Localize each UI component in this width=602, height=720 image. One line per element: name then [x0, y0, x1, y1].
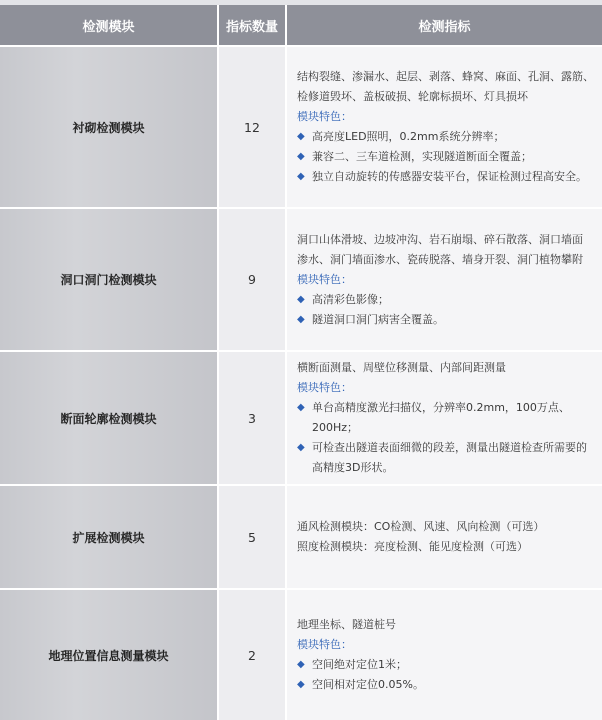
diamond-bullet-icon: ◆	[297, 131, 305, 142]
table-row	[0, 351, 602, 485]
table-header-row	[0, 5, 602, 46]
feature-text: 兼容二、三车道检测，实现隧道断面全覆盖；	[312, 150, 532, 163]
feature-text: 单台高精度激光扫描仪，分辨率0.2mm，100万点、	[312, 401, 570, 414]
feature-text: 隧道洞口洞门病害全覆盖。	[312, 312, 444, 326]
module-name: 扩展检测模块	[0, 485, 218, 589]
module-name: 地理位置信息测量模块	[0, 589, 218, 720]
indicator-line: 通风检测模块：CO检测、风速、风向检测（可选）	[297, 520, 545, 533]
indicator-details	[286, 351, 602, 485]
feature-text: 高亮度LED照明，0.2mm系统分辨率；	[312, 130, 505, 143]
feature-bullet	[297, 147, 594, 167]
indicator-line: 检修道毁坏、盖板破损、轮廓标损坏、灯具损坏	[297, 90, 528, 103]
feature-bullet	[297, 310, 594, 330]
module-name: 洞口洞门检测模块	[0, 208, 218, 351]
feature-bullet	[297, 127, 594, 147]
feature-text: 空间绝对定位1米；	[312, 658, 407, 671]
feature-bullet	[297, 167, 594, 187]
indicator-details	[286, 485, 602, 589]
module-name: 断面轮廓检测模块	[0, 351, 218, 485]
indicator-count: 5	[218, 485, 286, 589]
indicator-line: 横断面测量、周壁位移测量、内部间距测量	[297, 361, 506, 374]
indicator-line: 照度检测模块：亮度检测、能见度检测（可选）	[297, 540, 528, 553]
feature-bullet	[297, 290, 594, 310]
indicator-count: 3	[218, 351, 286, 485]
indicator-line: 地理坐标、隧道桩号	[297, 618, 396, 631]
indicator-details	[286, 589, 602, 720]
diamond-bullet-icon: ◆	[297, 151, 305, 162]
feature-bullet	[297, 438, 594, 478]
indicator-details	[286, 46, 602, 208]
indicator-line: 洞口山体滑坡、边坡冲沟、岩石崩塌、碎石散落、洞口墙面	[297, 232, 583, 246]
feature-bullet	[297, 398, 594, 438]
feature-title: 模块特色：	[297, 110, 352, 123]
indicator-details	[286, 208, 602, 351]
feature-bullet	[297, 675, 594, 695]
diamond-bullet-icon: ◆	[297, 171, 305, 182]
diamond-bullet-icon: ◆	[297, 659, 305, 670]
indicator-line: 渗水、洞门墙面渗水、瓷砖脱落、墙身开裂、洞门植物攀附	[297, 252, 583, 266]
diamond-bullet-icon: ◆	[297, 679, 305, 690]
feature-text: 可检查出隧道表面细微的段差，测量出隧道检查所需要的	[312, 441, 587, 454]
indicator-count: 12	[218, 46, 286, 208]
feature-text-continued: 200Hz；	[312, 421, 359, 434]
feature-text: 独立自动旋转的传感器安装平台，保证检测过程高安全。	[312, 170, 587, 183]
indicator-table	[0, 5, 602, 720]
feature-text-continued: 高精度3D形状。	[312, 461, 394, 474]
table-row	[0, 46, 602, 208]
feature-title: 模块特色：	[297, 272, 352, 286]
table-row	[0, 485, 602, 589]
diamond-bullet-icon: ◆	[297, 313, 305, 325]
table-row	[0, 208, 602, 351]
diamond-bullet-icon: ◆	[297, 442, 305, 453]
feature-bullet	[297, 655, 594, 675]
feature-title: 模块特色：	[297, 638, 352, 651]
diamond-bullet-icon: ◆	[297, 402, 305, 413]
feature-title: 模块特色：	[297, 381, 352, 394]
module-name: 衬砌检测模块	[0, 46, 218, 208]
header-count: 指标数量	[218, 5, 286, 46]
feature-text: 高清彩色影像；	[312, 292, 389, 306]
header-indicators: 检测指标	[286, 5, 602, 46]
feature-text: 空间相对定位0.05%。	[312, 678, 424, 691]
indicator-count: 2	[218, 589, 286, 720]
indicator-count: 9	[218, 208, 286, 351]
header-module: 检测模块	[0, 5, 218, 46]
diamond-bullet-icon: ◆	[297, 293, 305, 305]
table-row	[0, 589, 602, 720]
indicator-line: 结构裂缝、渗漏水、起层、剥落、蜂窝、麻面、孔洞、露筋、	[297, 70, 594, 83]
